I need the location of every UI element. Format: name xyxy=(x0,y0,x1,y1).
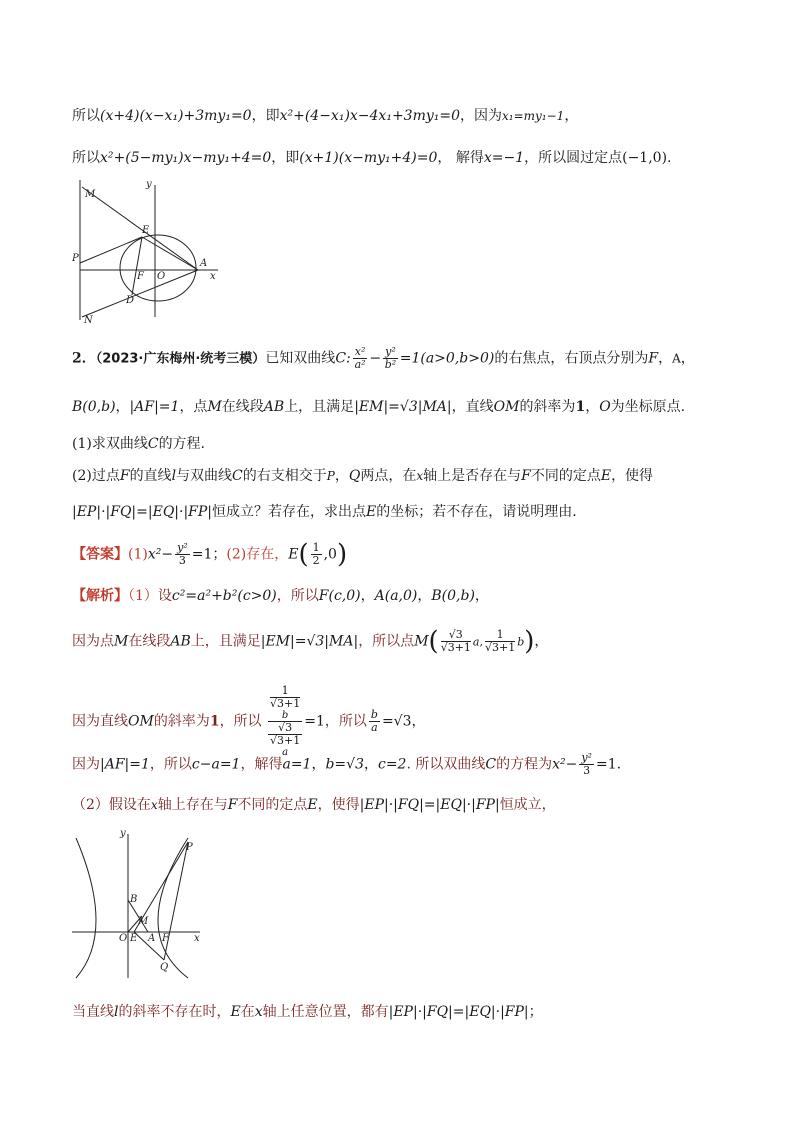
numerator: 1 xyxy=(312,541,320,554)
text: 存在， xyxy=(246,546,289,563)
text: . 所以双曲线 xyxy=(406,756,486,773)
equation: =1 xyxy=(304,713,325,730)
analysis-tag: 【解析】 xyxy=(72,588,128,604)
part-label: （2） xyxy=(72,797,109,813)
equation: c²=a²+b²(c>0) xyxy=(171,588,277,604)
problem-number: 2． xyxy=(72,350,96,367)
var: F xyxy=(227,797,238,813)
answer-line xyxy=(72,539,348,570)
line-ma xyxy=(82,187,198,270)
text: . xyxy=(667,150,672,166)
text: ，所以 xyxy=(149,756,192,773)
denominator: 2 xyxy=(312,554,320,567)
var: E xyxy=(288,546,299,563)
solution-line-2 xyxy=(72,148,671,168)
paren: ( xyxy=(298,539,309,570)
text: 当直线 xyxy=(72,1004,114,1020)
label-a: A xyxy=(148,933,156,944)
var: x xyxy=(416,469,424,483)
text: 所以 xyxy=(72,108,100,124)
answer-tag: 【答案】 xyxy=(72,546,128,563)
label-y: y xyxy=(120,828,126,839)
fraction-x2-a2 xyxy=(353,346,368,371)
equation: (x+1)(x−my₁+4)=0 xyxy=(299,150,438,166)
fraction xyxy=(270,685,300,710)
label-p: P xyxy=(186,842,193,853)
text: ，点 xyxy=(179,399,208,415)
text: 因为 xyxy=(72,756,100,773)
text: ，所以 xyxy=(324,713,367,730)
denominator: √3+1 xyxy=(440,641,471,654)
text: 轴上存在与 xyxy=(157,797,228,813)
circle xyxy=(120,235,196,301)
hyperbola-left-branch xyxy=(76,838,96,978)
var: b xyxy=(281,710,289,721)
var: AB xyxy=(263,399,285,415)
equation: =√3 xyxy=(381,713,412,730)
label-o: O xyxy=(157,271,166,282)
part-label: （1） xyxy=(128,588,158,604)
text: 的右支相交于 xyxy=(242,468,327,484)
label-m: M xyxy=(85,189,96,200)
text: ， xyxy=(363,756,378,773)
equation: b=√3 xyxy=(325,756,364,773)
text: 在线段 xyxy=(221,399,264,415)
text: ， xyxy=(334,468,349,484)
numerator: 1 xyxy=(485,629,515,642)
text: ，使得 xyxy=(317,797,360,813)
denominator: b² xyxy=(384,358,397,371)
fraction xyxy=(441,629,471,654)
point: F(c,0) xyxy=(318,588,361,604)
var: x xyxy=(150,798,158,812)
text: ,0 xyxy=(323,546,337,563)
text: 不同的定点 xyxy=(530,468,601,484)
text: ，直线 xyxy=(451,399,494,415)
text: 与双曲线 xyxy=(176,468,233,484)
numerator: b xyxy=(370,708,378,721)
question-2-line-2 xyxy=(72,502,577,522)
text: ，解得 xyxy=(240,756,283,773)
analysis-line-5 xyxy=(72,795,556,815)
text: ， xyxy=(115,399,130,415)
text: . xyxy=(616,756,622,773)
problem-statement-line-1 xyxy=(72,346,695,371)
var: a xyxy=(282,747,289,758)
var: M xyxy=(207,399,222,415)
fraction xyxy=(175,542,190,567)
text: ，使得 xyxy=(611,468,654,484)
text: ，所以 xyxy=(276,588,319,604)
var: AB xyxy=(170,633,191,650)
text: 的斜率为 xyxy=(153,713,210,730)
point: A(a,0) xyxy=(374,588,418,604)
text: 求双曲线 xyxy=(91,436,148,452)
text: 设 xyxy=(157,588,172,604)
var: a, xyxy=(472,635,483,649)
var: l xyxy=(171,468,177,484)
label-d: D xyxy=(126,295,135,306)
text: ，即 xyxy=(251,108,280,124)
equation: |EM|=√3|MA| xyxy=(354,399,452,415)
text: 因为点 xyxy=(72,633,114,650)
label-n: N xyxy=(84,315,93,325)
text: ； xyxy=(212,546,227,563)
paren: ) xyxy=(524,626,535,657)
fraction xyxy=(579,752,594,777)
denominator: 3 xyxy=(178,554,186,567)
label-a: A xyxy=(200,258,208,269)
analysis-line-3 xyxy=(72,685,426,758)
text: ， xyxy=(585,399,600,415)
equation: x₁=my₁−1 xyxy=(502,109,565,123)
text: ，所以圆过定点 xyxy=(524,150,623,166)
equation: c=2 xyxy=(377,756,407,773)
var: F xyxy=(648,350,659,367)
equation: a=1 xyxy=(282,756,312,773)
operator: − xyxy=(369,350,382,367)
var: F xyxy=(521,468,531,484)
value: 1 xyxy=(575,399,586,415)
value: 1 xyxy=(209,713,220,730)
denominator: a² xyxy=(354,358,366,371)
numerator: √3 xyxy=(268,722,302,735)
part-label: (1) xyxy=(128,546,148,563)
equation: |AF|=1 xyxy=(129,399,180,415)
denominator: a xyxy=(371,721,378,734)
label-o: O xyxy=(119,933,128,944)
text: 为坐标原点. xyxy=(610,399,686,415)
text: ， xyxy=(360,588,375,604)
var: M xyxy=(114,633,129,650)
text: ，因为 xyxy=(460,108,503,124)
point-b: B(0,b) xyxy=(72,399,116,415)
equation: |EM|=√3|MA| xyxy=(260,633,359,650)
var: C xyxy=(147,436,159,452)
text: ， xyxy=(417,588,432,604)
denominator: √3+1 xyxy=(270,697,301,710)
var: M xyxy=(414,633,429,650)
numerator: √3 xyxy=(441,629,471,642)
numerator xyxy=(268,685,302,722)
label-x: x xyxy=(210,271,216,282)
equation: |EP|·|FQ|=|EQ|·|FP| xyxy=(388,1004,529,1020)
text: 在线段 xyxy=(128,633,171,650)
var: C xyxy=(232,468,243,484)
solution-line-1 xyxy=(72,106,578,126)
denominator: 3 xyxy=(583,764,591,777)
text: 上，且满足 xyxy=(284,399,355,415)
line-ea xyxy=(142,237,198,270)
equation: x²+(4−x₁)x−4x₁+3my₁=0 xyxy=(279,108,461,124)
paren: ) xyxy=(336,539,348,570)
var: F xyxy=(119,468,130,484)
label-f: F xyxy=(162,933,169,944)
text: 已知双曲线 xyxy=(265,350,336,367)
var: OM xyxy=(128,713,154,730)
text: ， xyxy=(564,108,579,124)
question-1 xyxy=(72,434,205,454)
problem-source: （2023·广东梅州·统考三模） xyxy=(95,351,266,367)
text: 的方程为 xyxy=(496,756,553,773)
text: ， xyxy=(534,633,549,650)
point-coordinates: (−1,0) xyxy=(622,150,668,166)
label-f: F xyxy=(137,271,144,282)
label-y: y xyxy=(146,179,152,190)
var: E xyxy=(600,468,612,484)
text: 因为直线 xyxy=(72,713,128,730)
var: A xyxy=(672,351,681,366)
equation: x²− xyxy=(552,756,578,773)
numerator: y² xyxy=(177,541,188,554)
equation: x²− xyxy=(147,546,174,563)
text: 在 xyxy=(240,1004,255,1020)
equation: =1 xyxy=(595,756,617,773)
question-number: (1) xyxy=(72,436,92,452)
text: 轴上任意位置，都有 xyxy=(262,1004,389,1020)
text: 所以 xyxy=(72,150,100,166)
text: 的方程. xyxy=(158,436,206,452)
label-p: P xyxy=(72,253,79,264)
point: B(0,b) xyxy=(431,588,475,604)
question-number: (2) xyxy=(72,468,92,484)
fraction xyxy=(369,709,380,734)
equation: |EP|·|FQ|=|EQ|·|FP| xyxy=(359,797,500,813)
var: l xyxy=(114,1004,119,1020)
text: ，所以 xyxy=(219,713,262,730)
numerator: x² xyxy=(354,345,366,358)
text: ，所以点 xyxy=(358,633,415,650)
compound-fraction xyxy=(268,685,302,758)
denominator: √3+1 xyxy=(270,734,301,747)
var: O xyxy=(599,399,611,415)
text: ， 解得 xyxy=(437,150,484,166)
text: ， xyxy=(658,350,673,367)
text: 假设在 xyxy=(108,797,151,813)
equation: c−a=1 xyxy=(191,756,241,773)
equation: (x+4)(x−x₁)+3my₁=0 xyxy=(100,108,252,124)
equation: =1(a>0,b>0) xyxy=(399,350,495,367)
figure-hyperbola-diagram xyxy=(68,828,208,983)
text: 不同的定点 xyxy=(237,797,308,813)
text: 恒成立， xyxy=(499,797,556,813)
var: P xyxy=(326,469,335,483)
var: E xyxy=(230,1004,241,1020)
analysis-line-4 xyxy=(72,752,621,777)
fraction-y2-b2 xyxy=(383,346,398,371)
label-e: E xyxy=(130,933,138,944)
problem-statement-line-2 xyxy=(72,397,685,417)
text: 的直线 xyxy=(129,468,172,484)
analysis-line-2 xyxy=(72,626,549,657)
equation: |AF|=1 xyxy=(100,756,150,773)
text: ， xyxy=(411,713,426,730)
equation: x=−1 xyxy=(483,150,525,166)
numerator: 1 xyxy=(270,685,300,698)
equation: x²+(5−my₁)x−my₁+4=0 xyxy=(100,150,272,166)
text: 过点 xyxy=(91,468,120,484)
equation: =1 xyxy=(191,546,213,563)
fraction xyxy=(485,629,515,654)
var: b xyxy=(517,635,525,649)
figure-circle-diagram xyxy=(70,175,230,325)
var: C xyxy=(485,756,497,773)
label-q: Q xyxy=(160,962,169,973)
equation: |EP|·|FQ|=|EQ|·|FP| xyxy=(72,504,213,520)
text: ， xyxy=(311,756,326,773)
label-x: x xyxy=(194,933,200,944)
text: 的斜率不存在时， xyxy=(118,1004,231,1020)
var: E xyxy=(307,797,318,813)
text: 的斜率为 xyxy=(519,399,576,415)
var: Q xyxy=(348,468,361,484)
var: x xyxy=(254,1004,263,1020)
curve-label: C: xyxy=(335,350,351,367)
analysis-line-1 xyxy=(72,586,489,606)
analysis-line-6 xyxy=(72,1002,543,1022)
denominator: √3+1 xyxy=(484,641,516,654)
var: E xyxy=(366,504,377,520)
var: OM xyxy=(493,399,520,415)
text: 恒成立？若存在，求出点 xyxy=(212,504,367,520)
part-label: (2) xyxy=(226,546,247,563)
question-2-line-1 xyxy=(72,466,653,486)
text: ； xyxy=(528,1004,543,1020)
paren: ( xyxy=(428,626,439,657)
text: 轴上是否存在与 xyxy=(423,468,522,484)
label-m: M xyxy=(138,916,149,927)
numerator: y² xyxy=(385,345,396,358)
text: 的坐标；若不存在，请说明理由. xyxy=(376,504,577,520)
line-pe xyxy=(80,237,142,263)
label-b: B xyxy=(130,894,138,905)
text: ，即 xyxy=(271,150,300,166)
text: 上，且满足 xyxy=(190,633,261,650)
hyperbola-right-branch xyxy=(158,838,188,978)
fraction xyxy=(268,722,302,747)
label-e: E xyxy=(142,225,150,236)
line-ed xyxy=(132,237,142,295)
text: 两点，在 xyxy=(360,468,417,484)
text: 的右焦点，右顶点分别为 xyxy=(494,350,649,367)
text: ， xyxy=(680,350,695,367)
numerator: y² xyxy=(581,751,592,764)
text: ， xyxy=(474,588,489,604)
fraction xyxy=(311,542,322,567)
